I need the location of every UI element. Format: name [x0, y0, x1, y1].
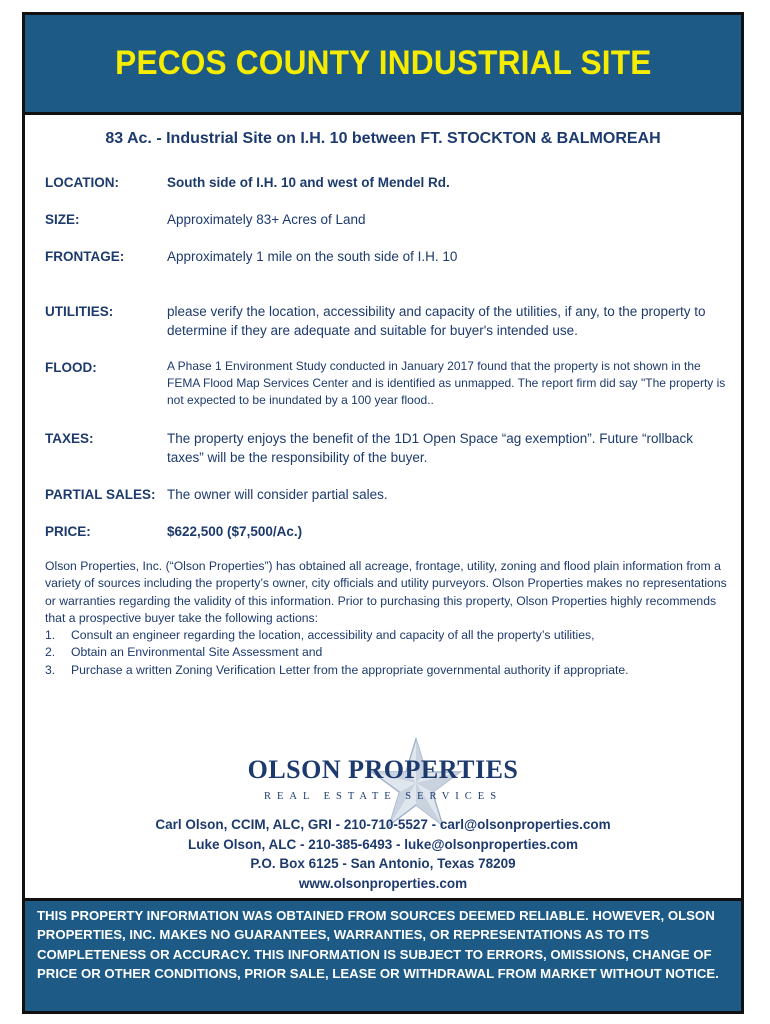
utilities-label: UTILITIES:	[45, 304, 114, 319]
list-item-text: Purchase a written Zoning Verification Letter from the appropriate governmental authority if appropriate.	[71, 662, 629, 677]
page-title: PECOS COUNTY INDUSTRIAL SITE	[114, 44, 652, 82]
list-item-number: 3.	[45, 662, 56, 677]
footer-notice-text: THIS PROPERTY INFORMATION WAS OBTAINED FROM SOURCES DEEMED RELIABLE. HOWEVER, OLSON PROPERTIES, INC. MAKES NO GUARANTEES, WARRANTIES, OR REPRESENTATIONS AS TO ITS COMPLETENESS OR ACCURACY. THIS INFORMATION IS SUBJECT TO ERRORS, OMISSIONS, CHANGE OF PRICE OR OTHER CONDITIONS, PRIOR SALE, LEASE OR WITHDRAWAL FROM MARKET WITHOUT NOTICE.	[37, 908, 719, 981]
logo-name: OLSON PROPERTIES	[247, 755, 519, 784]
disclaimer-intro: Olson Properties, Inc. (“Olson Properties”) has obtained all acreage, frontage, utility, zoning and flood plain information from a variety of sources including the property’s owner, city officials and utility purveyors. Olson Properties makes no representations or warranties regarding the validity of this information. Prior to purchasing this property, Olson Properties highly recommends that a prospective buyer take the following actions:	[45, 559, 727, 625]
partial-sales-label: PARTIAL SALES:	[45, 487, 156, 502]
site-subheading: 83 Ac. - Industrial Site on I.H. 10 between FT. STOCKTON & BALMOREAH	[105, 130, 661, 147]
utilities-value: please verify the location, accessibility and capacity of the utilities, if any, to the property to determine if they are adequate and suitable for buyer's intended use.	[167, 304, 706, 338]
size-value: Approximately 83+ Acres of Land	[167, 212, 366, 227]
taxes-value: The property enjoys the benefit of the 1D1 Open Space “ag exemption”. Future “rollback taxes” will be the responsibility of the buyer.	[167, 431, 694, 465]
title-banner	[25, 15, 741, 115]
recommended-actions-list	[45, 627, 727, 679]
flood-label: FLOOD:	[45, 360, 97, 375]
website-link[interactable]: www.olsonproperties.com	[298, 875, 468, 891]
price-value: $622,500 ($7,500/Ac.)	[167, 524, 303, 539]
price-label: PRICE:	[45, 524, 91, 539]
list-item	[45, 627, 727, 644]
taxes-label: TAXES:	[45, 431, 94, 446]
contact-block	[25, 815, 741, 893]
logo-tagline: REAL ESTATE SERVICES	[263, 791, 503, 802]
contact-carl: Carl Olson, CCIM, ALC, GRI - 210-710-5527 - carl@olsonproperties.com	[155, 817, 611, 832]
list-item	[45, 662, 727, 679]
frontage-label: FRONTAGE:	[45, 249, 125, 264]
list-item-number: 2.	[45, 645, 56, 660]
list-item-number: 1.	[45, 628, 56, 643]
olson-properties-logo	[25, 737, 741, 827]
disclaimer-block	[45, 558, 727, 679]
contact-luke: Luke Olson, ALC - 210-385-6493 - luke@olsonproperties.com	[187, 836, 579, 852]
list-item-text: Consult an engineer regarding the location, accessibility and capacity of all the property’s utilities,	[71, 628, 595, 643]
list-item	[45, 644, 727, 661]
list-item-text: Obtain an Environmental Site Assessment and	[71, 645, 323, 660]
document-frame	[22, 12, 744, 1014]
partial-sales-value: The owner will consider partial sales.	[167, 487, 388, 502]
footer-notice-banner	[25, 898, 741, 1011]
location-value: South side of I.H. 10 and west of Mendel Rd.	[167, 175, 450, 190]
flood-value: A Phase 1 Environment Study conducted in January 2017 found that the property is not shown in the FEMA Flood Map Services Center and is identified as unmapped. The report firm did say "The property is not expected to be inundated by a 100 year flood..	[167, 359, 726, 407]
location-label: LOCATION:	[45, 175, 119, 190]
frontage-value: Approximately 1 mile on the south side of I.H. 10	[167, 249, 458, 264]
mailing-address: P.O. Box 6125 - San Antonio, Texas 78209	[250, 856, 516, 871]
size-label: SIZE:	[45, 212, 80, 227]
